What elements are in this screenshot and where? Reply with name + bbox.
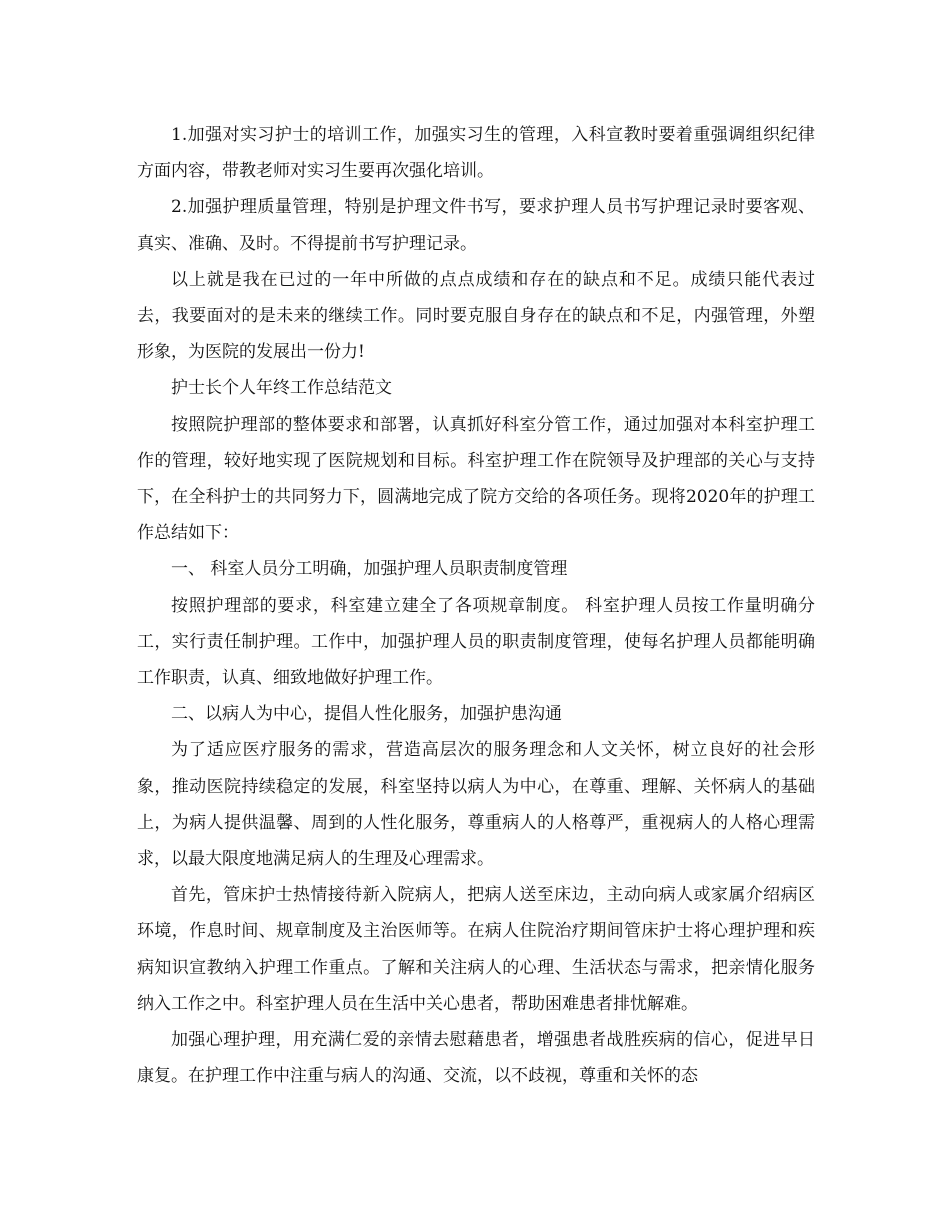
paragraph-intro: 按照院护理部的整体要求和部署，认真抓好科室分管工作，通过加强对本科室护理工作的管理，较好地实现了医院规划和目标。科室护理工作在院领导及护理部的关心与支持下，在全科护士的共同努力下，圆满地完成了院方交给的各项任务。现将2020年的护理工作总结如下：	[137, 414, 815, 544]
section-heading-2: 二、以病人为中心，提倡人性化服务，加强护患沟通	[171, 704, 562, 725]
paragraph-division: 按照护理部的要求，科室建立建全了各项规章制度。 科室护理人员按工作量明确分工，实行责任制护理。工作中，加强护理人员的职责制度管理，使每名护理人员都能明确工作职责，认真、细致地做好护理工作。	[137, 595, 815, 689]
paragraph-psychological: 加强心理护理，用充满仁爱的亲情去慰藉患者，增强患者战胜疾病的信心，促进早日康复。在护理工作中注重与病人的沟通、交流，以不歧视，尊重和关怀的态	[137, 1030, 815, 1087]
paragraph-admission: 首先，管床护士热情接待新入院病人，把病人送至床边，主动向病人或家属介绍病区环境，作息时间、规章制度及主治医师等。在病人住院治疗期间管床护士将心理护理和疾病知识宣教纳入护理工作重点。了解和关注病人的心理、生活状态与需求，把亲情化服务纳入工作之中。科室护理人员在生活中关心患者，帮助困难患者排忧解难。	[137, 885, 815, 1014]
document-body	[137, 117, 815, 1094]
paragraph-patient-centered: 为了适应医疗服务的需求，营造高层次的服务理念和人文关怀，树立良好的社会形象，推动医院持续稳定的发展，科室坚持以病人为中心，在尊重、理解、关怀病人的基础上，为病人提供温馨、周到的人性化服务，尊重病人的人格尊严，重视病人的人格心理需求，以最大限度地满足病人的生理及心理需求。	[137, 740, 815, 870]
section-title: 护士长个人年终工作总结范文	[171, 378, 392, 399]
paragraph-quality: 2.加强护理质量管理，特别是护理文件书写，要求护理人员书写护理记录时要客观、真实、准确、及时。不得提前书写护理记录。	[137, 197, 815, 254]
section-heading-1: 一、 科室人员分工明确，加强护理人员职责制度管理	[171, 559, 568, 580]
paragraph-conclusion: 以上就是我在已过的一年中所做的点点成绩和存在的缺点和不足。成绩只能代表过去，我要面对的是未来的继续工作。同时要克服自身存在的缺点和不足，内强管理，外塑形象，为医院的发展出一份力!	[137, 269, 815, 363]
paragraph-training: 1.加强对实习护士的培训工作，加强实习生的管理，入科宣教时要着重强调组织纪律方面内容，带教老师对实习生要再次强化培训。	[137, 125, 815, 182]
